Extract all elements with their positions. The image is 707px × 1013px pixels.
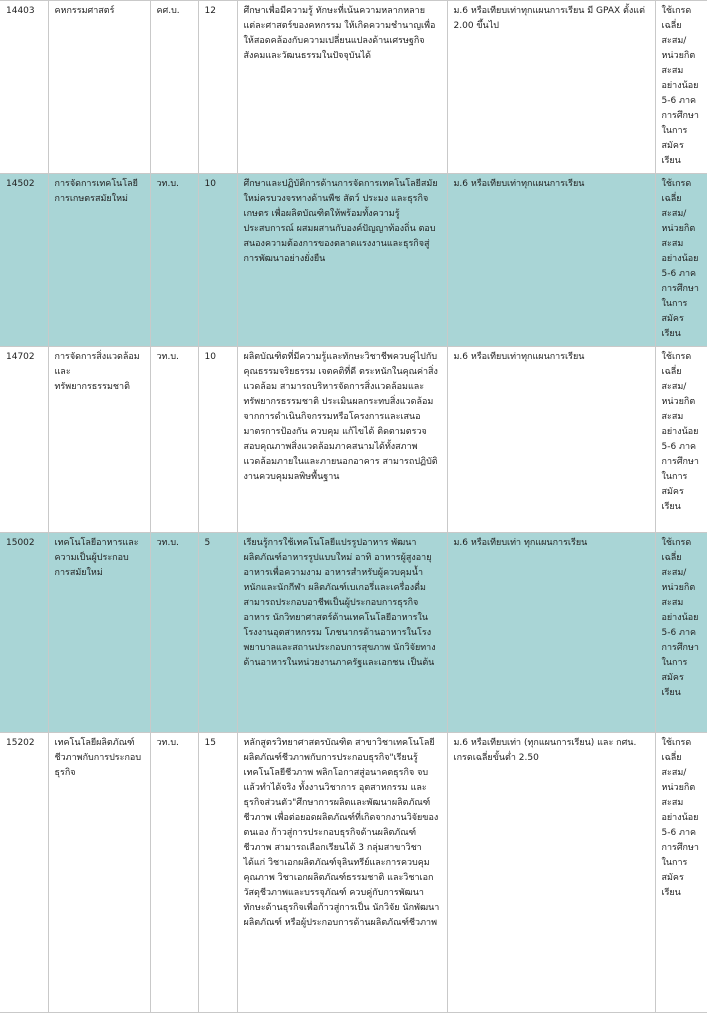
degree-abbrev: วท.บ.: [150, 733, 198, 1013]
program-name: การจัดการสิ่งแวดล้อมและทรัพยากรธรรมชาติ: [48, 347, 150, 533]
degree-abbrev: คศ.บ.: [150, 1, 198, 174]
table-row: [0, 533, 707, 733]
table-row: [0, 1, 707, 174]
qualification: ม.6 หรือเทียบเท่าทุกแผนการเรียน มี GPAX ตั้งแต่ 2.00 ขึ้นไป: [447, 1, 655, 174]
program-name: การจัดการเทคโนโลยีการเกษตรสมัยใหม่: [48, 174, 150, 347]
qualification: ม.6 หรือเทียบเท่า (ทุกแผนการเรียน) และ กศน. เกรดเฉลี่ยขั้นต่ำ 2.50: [447, 733, 655, 1013]
program-name: เทคโนโลยีผลิตภัณฑ์ชีวภาพกับการประกอบธุรกิจ: [48, 733, 150, 1013]
table-row: [0, 174, 707, 347]
degree-abbrev: วท.บ.: [150, 533, 198, 733]
program-code: 15002: [0, 533, 48, 733]
seat-count: 10: [198, 174, 237, 347]
grade-requirement: ใช้เกรดเฉลี่ยสะสม/หน่วยกิตสะสม อย่างน้อย 5-6 ภาคการศึกษาในการสมัครเรียน: [655, 733, 707, 1013]
degree-abbrev: วท.บ.: [150, 174, 198, 347]
grade-requirement: ใช้เกรดเฉลี่ยสะสม/หน่วยกิตสะสม อย่างน้อย 5-6 ภาคการศึกษาในการสมัครเรียน: [655, 533, 707, 733]
grade-requirement: ใช้เกรดเฉลี่ยสะสม/หน่วยกิตสะสม อย่างน้อย 5-6 ภาคการศึกษาในการสมัครเรียน: [655, 174, 707, 347]
qualification: ม.6 หรือเทียบเท่าทุกแผนการเรียน: [447, 347, 655, 533]
program-description: เรียนรู้การใช้เทคโนโลยีแปรรูปอาหาร พัฒนาผลิตภัณฑ์อาหารรูปแบบใหม่ อาทิ อาหารผู้สูงอายุ อาหารเพื่อความงาม อาหารสำหรับผู้ควบคุมน้ำหนักและนักกีฬา ผลิตภัณฑ์เบเกอรี่และเครื่องดื่ม สามารถประกอบอาชีพเป็นผู้ประกอบการธุรกิจอาหาร นักวิทยาศาสตร์ด้านเทคโนโลยีอาหารในโรงงานอุตสาหกรรม โภชนากรด้านอาหารในโรงพยาบาลและสถานประกอบการสุขภาพ นักวิจัยทางด้านอาหารในหน่วยงานภาครัฐและเอกชน เป็นต้น: [237, 533, 447, 733]
seat-count: 5: [198, 533, 237, 733]
program-code: 15202: [0, 733, 48, 1013]
seat-count: 15: [198, 733, 237, 1013]
program-code: 14403: [0, 1, 48, 174]
degree-abbrev: วท.บ.: [150, 347, 198, 533]
program-code: 14702: [0, 347, 48, 533]
seat-count: 10: [198, 347, 237, 533]
seat-count: 12: [198, 1, 237, 174]
qualification: ม.6 หรือเทียบเท่าทุกแผนการเรียน: [447, 174, 655, 347]
program-description: ศึกษาและปฏิบัติการด้านการจัดการเทคโนโลยีสมัยใหม่ครบวงจรทางด้านพืช สัตว์ ประมง และธุรกิจเกษตร เพื่อผลิตบัณฑิตให้พร้อมทั้งความรู้ ประสบการณ์ ผสมผสานกับองค์ปัญญาท้องถิ่น ตอบสนองความต้องการของตลาดแรงงานและธุรกิจสู่การพัฒนาอย่างยั่งยืน: [237, 174, 447, 347]
program-name: คหกรรมศาสตร์: [48, 1, 150, 174]
qualification: ม.6 หรือเทียบเท่า ทุกแผนการเรียน: [447, 533, 655, 733]
program-code: 14502: [0, 174, 48, 347]
table-row: [0, 733, 707, 1013]
program-description: ผลิตบัณฑิตที่มีความรู้และทักษะวิชาชีพควบคู่ไปกับคุณธรรมจริยธรรม เจตคติที่ดี ตระหนักในคุณค่าสิ่งแวดล้อม สามารถบริหารจัดการสิ่งแวดล้อมและทรัพยากรธรรมชาติ ประเมินผลกระทบสิ่งแวดล้อมจากการดำเนินกิจกรรมหรือโครงการและเสนอมาตรการป้องกัน ควบคุม แก้ไขได้ ติดตามตรวจสอบคุณภาพสิ่งแวดล้อมภาคสนามได้ทั้งสภาพแวดล้อมภายในและภายนอกอาคาร สามารถปฏิบัติงานควบคุมมลพิษพื้นฐาน: [237, 347, 447, 533]
grade-requirement: ใช้เกรดเฉลี่ยสะสม/หน่วยกิตสะสม อย่างน้อย 5-6 ภาคการศึกษาในการสมัครเรียน: [655, 1, 707, 174]
program-name: เทคโนโลยีอาหารและความเป็นผู้ประกอบการสมัยใหม่: [48, 533, 150, 733]
table-row: [0, 347, 707, 533]
program-description: หลักสูตรวิทยาศาสตรบัณฑิต สาขาวิชาเทคโนโลยีผลิตภัณฑ์ชีวภาพกับการประกอบธุรกิจ"เรียนรู้เทคโนโลยีชีวภาพ พลิกโอกาสสู่อนาคตธุรกิจ จบแล้วทำได้จริง ทั้งงานวิชาการ อุตสาหกรรม และธุรกิจส่วนตัว"ศึกษาการผลิตและพัฒนาผลิตภัณฑ์ชีวภาพ เพื่อต่อยอดผลิตภัณฑ์ที่เกิดจากงานวิจัยของตนเอง ก้าวสู่การประกอบธุรกิจด้านผลิตภัณฑ์ชีวภาพ สามารถเลือกเรียนได้ 3 กลุ่มสาขาวิชา ได้แก่ วิชาเอกผลิตภัณฑ์จุลินทรีย์และการควบคุมคุณภาพ วิชาเอกผลิตภัณฑ์ธรรมชาติ และวิชาเอกวัสดุชีวภาพและบรรจุภัณฑ์ ควบคู่กับการพัฒนาทักษะด้านธุรกิจเพื่อก้าวสู่การเป็น นักวิจัย นักพัฒนาผลิตภัณฑ์ หรือผู้ประกอบการด้านผลิตภัณฑ์ชีวภาพ: [237, 733, 447, 1013]
program-description: ศึกษาเพื่อมีความรู้ ทักษะที่เน้นความหลากหลายแต่ละศาสตร์ของคหกรรม ให้เกิดความชำนาญเพื่อให้สอดคล้องกับความเปลี่ยนแปลงด้านเศรษฐกิจ สังคมและวัฒนธรรมในปัจจุบันได้: [237, 1, 447, 174]
grade-requirement: ใช้เกรดเฉลี่ยสะสม/หน่วยกิตสะสม อย่างน้อย 5-6 ภาคการศึกษาในการสมัครเรียน: [655, 347, 707, 533]
